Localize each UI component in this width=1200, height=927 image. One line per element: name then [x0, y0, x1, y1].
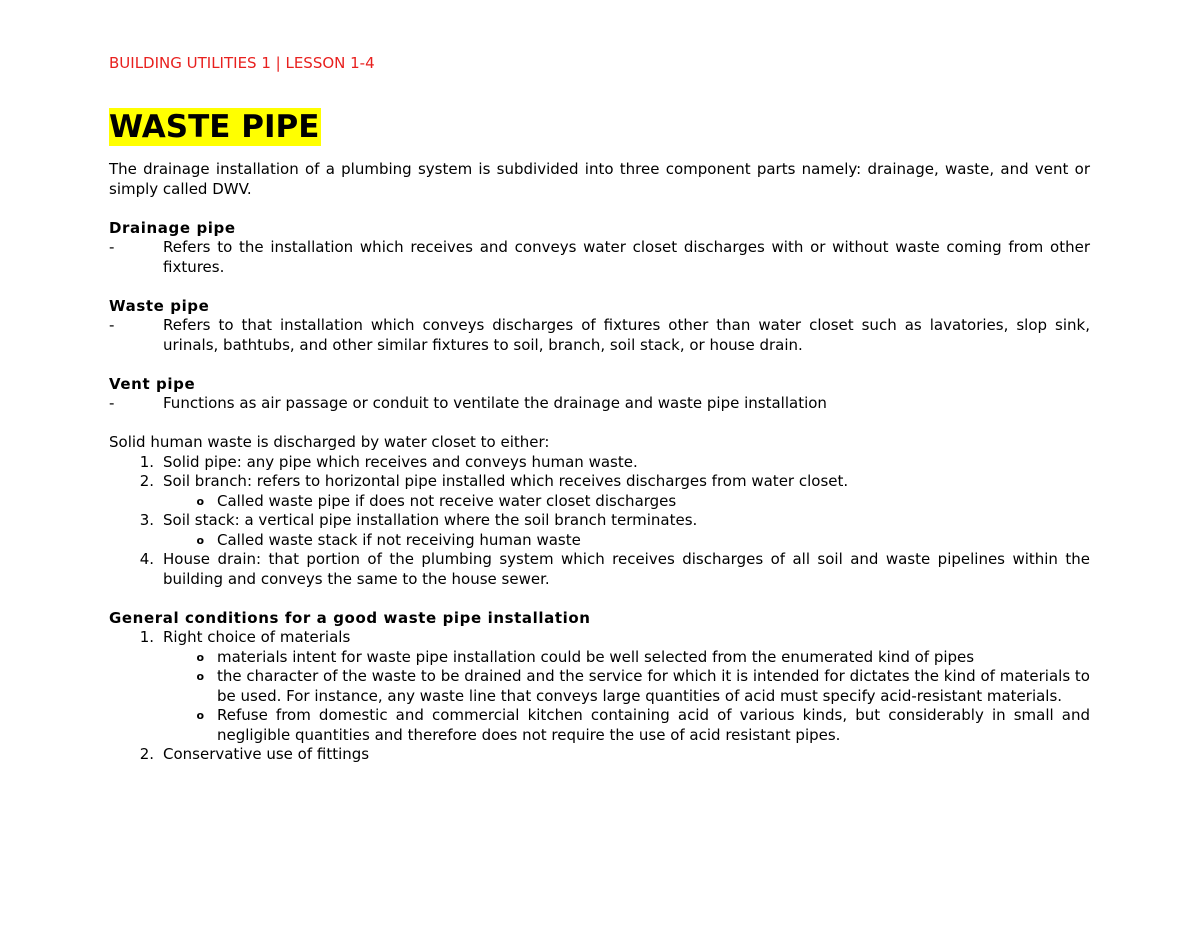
list-item-text: Soil stack: a vertical pipe installation where the soil branch terminates. [163, 511, 698, 529]
drainage-text: Refers to the installation which receives and conveys water closet discharges with or without waste coming from other fixtures. [163, 238, 1090, 276]
vent-heading: Vent pipe [109, 374, 196, 393]
sub-list-item [109, 492, 1090, 512]
sub-bullet: o [196, 709, 204, 722]
intro-paragraph: The drainage installation of a plumbing system is subdivided into three component parts namely: drainage, waste, and vent or simply called DWV. [109, 160, 1090, 198]
vent-text: Functions as air passage or conduit to ventilate the drainage and waste pipe installation [163, 394, 827, 412]
list-number: 1. [139, 628, 154, 646]
sub-bullet: o [196, 533, 204, 547]
waste-text: Refers to that installation which conveys discharges of fixtures other than water closet such as lavatories, slop sink, urinals, bathtubs, and other similar fixtures to soil, branch, soil stack, or house drain. [163, 316, 1090, 354]
list-number: 2. [139, 745, 154, 763]
document-page [109, 52, 1090, 765]
general-conditions-list [109, 628, 1090, 765]
vent-definition [109, 394, 1090, 414]
general-conditions-heading: General conditions for a good waste pipe installation [109, 608, 591, 627]
sub-list-item [109, 706, 1090, 745]
list-item [109, 550, 1090, 589]
list-item-text: Conservative use of fittings [163, 745, 370, 763]
list-item [109, 511, 1090, 531]
list-number: 2. [139, 472, 154, 490]
dash-bullet: - [109, 316, 115, 334]
list-number: 3. [139, 511, 154, 529]
sub-bullet: o [196, 650, 204, 664]
list-item [109, 472, 1090, 492]
drainage-definition [109, 238, 1090, 277]
list-item-text: Solid pipe: any pipe which receives and conveys human waste. [163, 452, 638, 471]
drainage-heading: Drainage pipe [109, 218, 236, 237]
sub-item-text: Refuse from domestic and commercial kitchen containing acid of various kinds, but considerably in small and negligible quantities and therefore does not require the use of acid resistant pipes. [217, 706, 1090, 744]
sub-list-item [109, 531, 1090, 551]
list-item-text: Soil branch: refers to horizontal pipe installed which receives discharges from water closet. [163, 472, 849, 490]
list-item-text: Right choice of materials [163, 628, 351, 646]
list-item-text: House drain: that portion of the plumbing system which receives discharges of all soil and waste pipelines within the building and conveys the same to the house sewer. [163, 550, 1090, 588]
sub-item-text: the character of the waste to be drained and the service for which it is intended for dictates the kind of materials to be used. For instance, any waste line that conveys large quantities of acid must specify acid-resistant materials. [217, 667, 1090, 705]
solid-waste-intro: Solid human waste is discharged by water closet to either: [109, 433, 550, 451]
waste-definition [109, 316, 1090, 355]
solid-waste-list [109, 453, 1090, 590]
dash-bullet: - [109, 238, 115, 256]
list-number: 1. [139, 452, 154, 471]
waste-heading: Waste pipe [109, 296, 210, 315]
sub-item-text: Called waste stack if not receiving human waste [217, 530, 581, 549]
sub-list-item [109, 648, 1090, 668]
sub-bullet: o [196, 494, 204, 508]
sub-item-text: materials intent for waste pipe installation could be well selected from the enumerated kind of pipes [217, 647, 975, 666]
document-header: BUILDING UTILITIES 1 | LESSON 1-4 [109, 54, 375, 72]
list-number: 4. [139, 550, 154, 568]
list-item [109, 745, 1090, 765]
dash-bullet: - [109, 394, 115, 412]
sub-item-text: Called waste pipe if does not receive water closet discharges [217, 491, 677, 510]
page-title: WASTE PIPE [109, 109, 320, 145]
sub-bullet: o [196, 670, 204, 683]
list-item [109, 628, 1090, 648]
list-item [109, 453, 1090, 473]
sub-list-item [109, 667, 1090, 706]
